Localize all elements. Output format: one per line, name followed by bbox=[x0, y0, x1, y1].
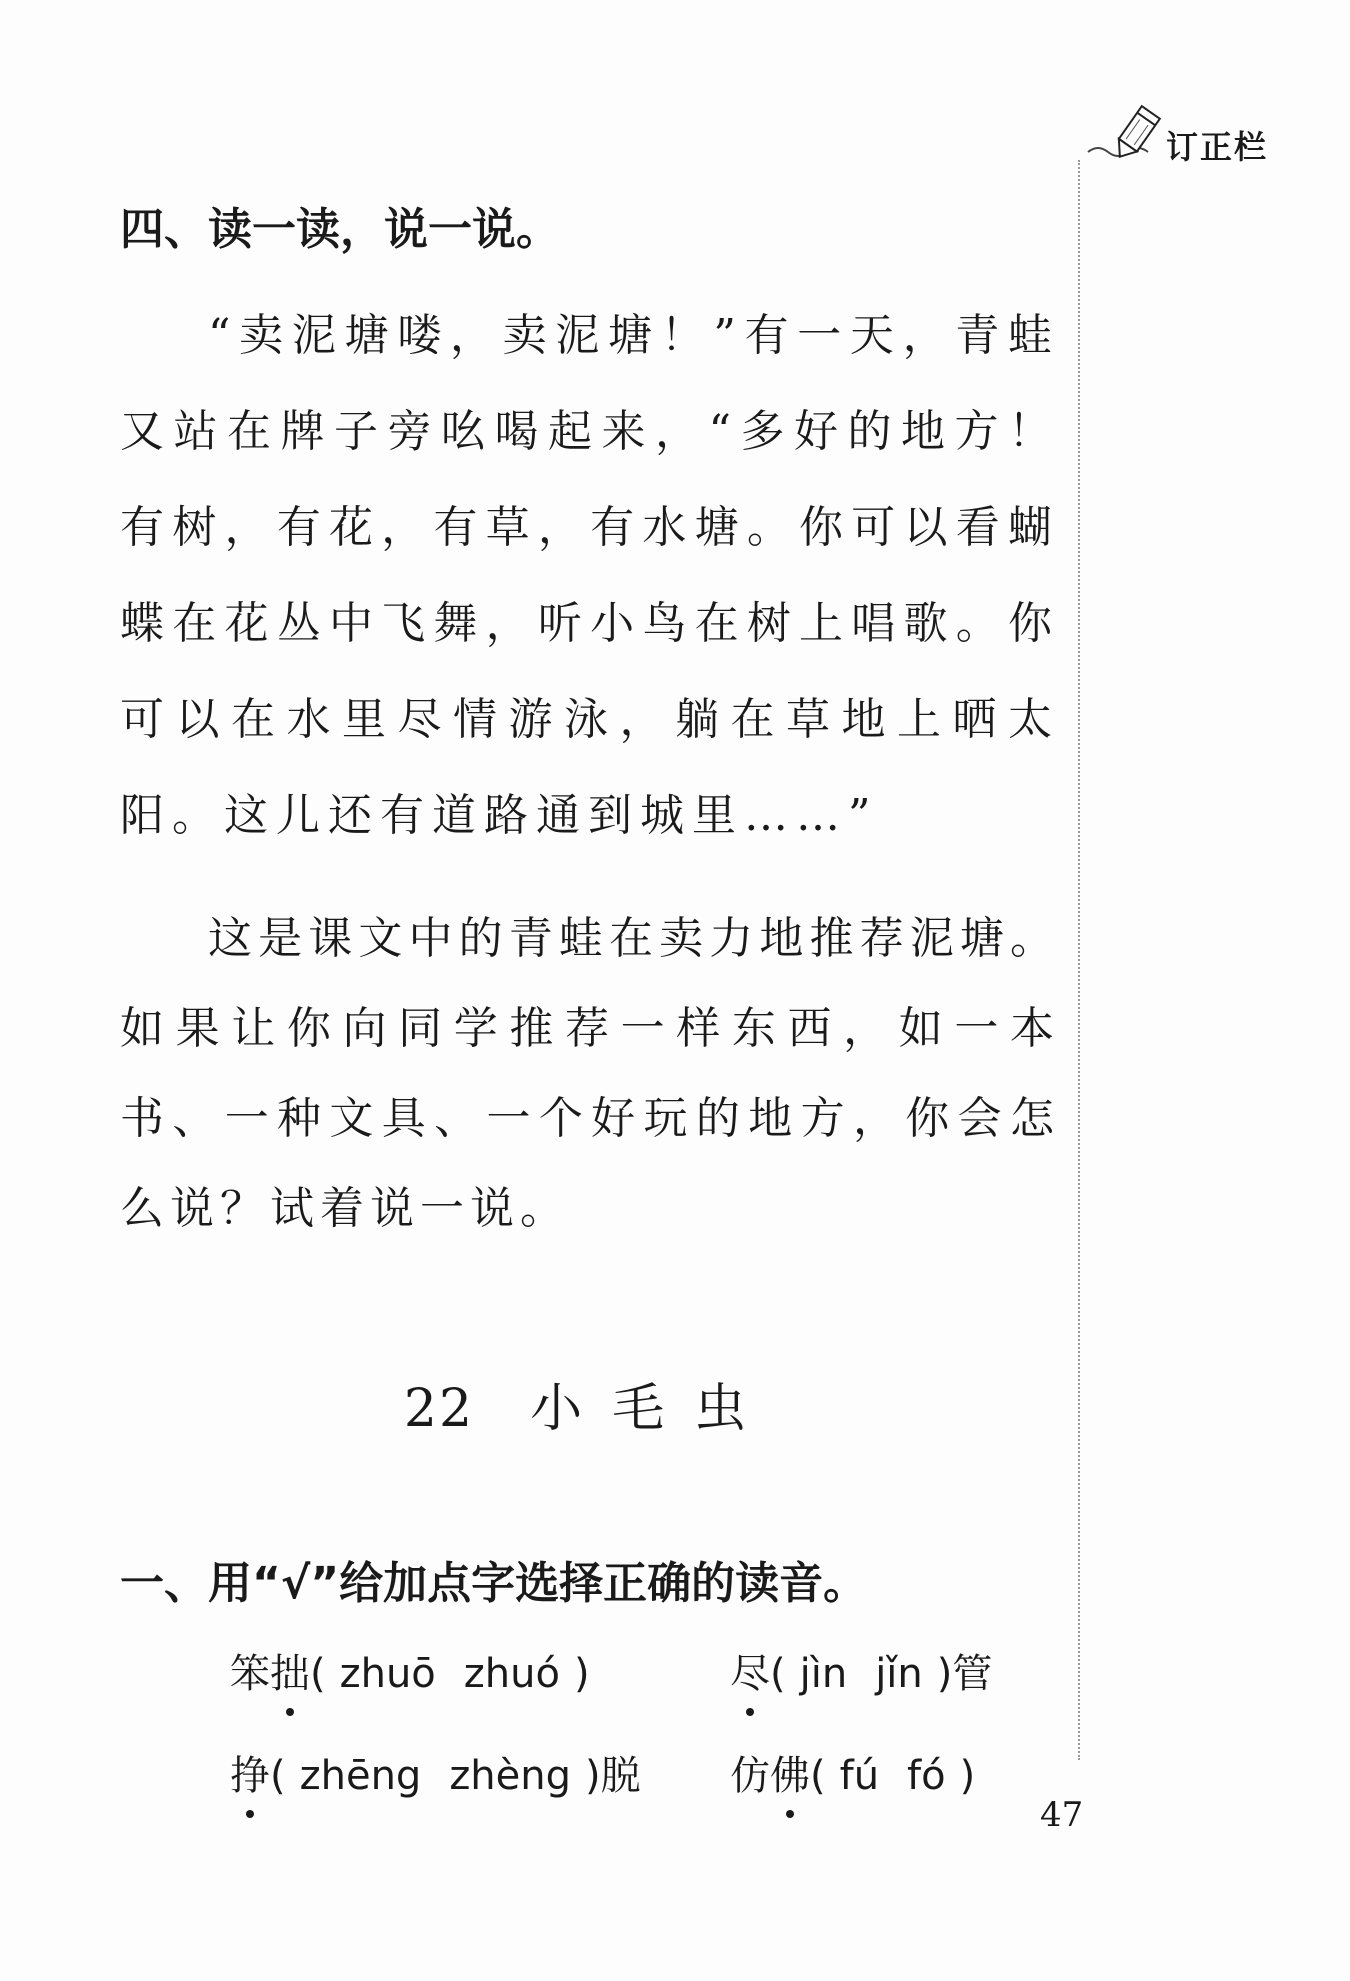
word-prefix: 仿 bbox=[730, 1753, 770, 1799]
page-number: 47 bbox=[1040, 1795, 1084, 1835]
main-content bbox=[120, 200, 1060, 1806]
close-paren: ) bbox=[936, 1651, 953, 1697]
story-passage: “卖泥塘喽，卖泥塘！”有一天，青蛙又站在牌子旁吆喝起来，“多好的地方！有树，有花，有草，有水塘。你可以看蝴蝶在花丛中飞舞，听小鸟在树上唱歌。你可以在水里尽情游泳，躺在草地上晒太阳。这儿还有道路通到城里……” bbox=[120, 310, 1060, 841]
pinyin-option[interactable]: fó bbox=[907, 1753, 946, 1799]
dotted-character: 尽 bbox=[730, 1644, 770, 1704]
dotted-character: 拙 bbox=[270, 1644, 310, 1704]
close-paren: ) bbox=[585, 1753, 601, 1799]
word-suffix: 管 bbox=[952, 1651, 993, 1697]
open-paren: ( bbox=[270, 1753, 286, 1799]
lesson-title bbox=[120, 1374, 1060, 1444]
correction-column-label: 订正栏 bbox=[1166, 128, 1269, 166]
pinyin-item bbox=[730, 1644, 1060, 1704]
lesson-number: 22 bbox=[403, 1379, 475, 1439]
open-paren: ( bbox=[810, 1753, 826, 1799]
pinyin-item bbox=[230, 1746, 730, 1806]
correction-column-header bbox=[1086, 100, 1316, 170]
correction-column-divider bbox=[1078, 160, 1080, 1760]
pinyin-option[interactable]: fú bbox=[839, 1753, 880, 1799]
pinyin-option[interactable]: zhuó bbox=[463, 1651, 560, 1697]
open-paren: ( bbox=[310, 1651, 326, 1697]
pencil-icon bbox=[1086, 100, 1176, 170]
close-paren: ) bbox=[573, 1651, 590, 1697]
pinyin-exercise bbox=[230, 1644, 1060, 1806]
dotted-character: 佛 bbox=[770, 1746, 810, 1806]
open-paren: ( bbox=[770, 1651, 786, 1697]
close-paren: ) bbox=[959, 1753, 976, 1799]
section-4-heading: 四、读一读，说一说。 bbox=[120, 204, 560, 255]
lesson-name: 小毛虫 bbox=[530, 1379, 777, 1439]
dotted-character: 挣 bbox=[230, 1746, 270, 1806]
pinyin-option[interactable]: zhuō bbox=[339, 1651, 436, 1697]
speaking-prompt: 这是课文中的青蛙在卖力地推荐泥塘。如果让你向同学推荐一样东西，如一本书、一种文具、一个好玩的地方，你会怎么说？试着说一说。 bbox=[120, 913, 1060, 1234]
pinyin-option[interactable]: jìn bbox=[799, 1651, 848, 1697]
pinyin-option[interactable]: jǐn bbox=[875, 1651, 923, 1697]
word-suffix: 脱 bbox=[600, 1753, 641, 1799]
pinyin-option[interactable]: zhēng bbox=[299, 1753, 422, 1799]
word-prefix: 笨 bbox=[230, 1651, 270, 1697]
pinyin-item bbox=[230, 1644, 730, 1704]
section-1-heading: 一、用“√”给加点字选择正确的读音。 bbox=[120, 1558, 868, 1609]
pinyin-item bbox=[730, 1746, 1060, 1806]
pinyin-option[interactable]: zhèng bbox=[449, 1753, 572, 1799]
